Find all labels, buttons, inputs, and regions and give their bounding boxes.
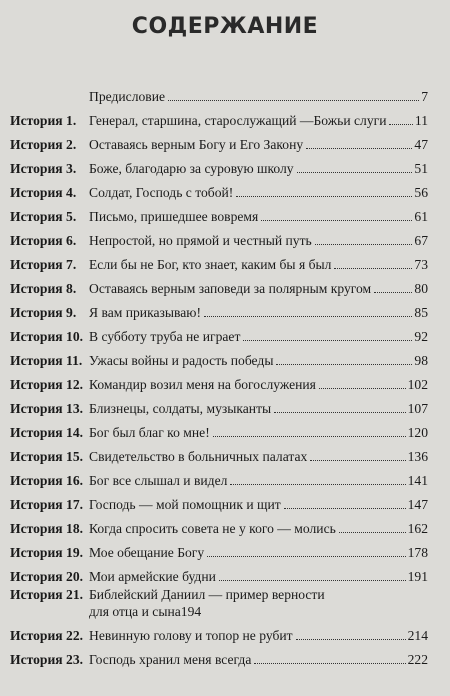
toc-entry	[89, 328, 428, 345]
entry-title-line2: для отца и сына	[89, 604, 181, 619]
page-number: 107	[407, 401, 428, 416]
story-number: История 9.	[10, 305, 77, 320]
dot-leader	[339, 532, 406, 533]
dot-leader	[213, 436, 406, 437]
page-number: 120	[407, 425, 428, 440]
dot-leader	[297, 172, 413, 173]
dot-leader	[236, 196, 412, 197]
entry-title: Если бы не Бог, кто знает, каким бы я был	[89, 257, 332, 272]
dot-leader	[219, 580, 406, 581]
story-number: История 22.	[10, 628, 84, 643]
entry-title: Ужасы войны и радость победы	[89, 353, 274, 368]
dot-leader	[374, 292, 412, 293]
entry-title: Командир возил меня на богослужения	[89, 377, 316, 392]
toc-entry	[89, 256, 428, 273]
story-number: История 16.	[10, 473, 84, 488]
dot-leader	[168, 100, 419, 101]
story-number: История 13.	[10, 401, 84, 416]
page-number: 141	[407, 473, 428, 488]
dot-leader	[254, 663, 405, 664]
dot-leader	[310, 460, 405, 461]
entry-title: Когда спросить совета не у кого — молись	[89, 521, 336, 536]
page-number: 98	[414, 353, 428, 368]
page-number: 162	[407, 521, 428, 536]
entry-title: Бог был благ ко мне!	[89, 425, 210, 440]
toc-entry	[89, 424, 428, 441]
page-number: 61	[414, 209, 428, 224]
dot-leader	[315, 244, 413, 245]
story-number: История 23.	[10, 652, 84, 667]
dot-leader	[243, 340, 412, 341]
entry-title: Я вам приказываю!	[89, 305, 201, 320]
page-number: 51	[414, 161, 428, 176]
toc-entry	[89, 304, 428, 321]
page-number: 136	[407, 449, 428, 464]
entry-title: Господь хранил меня всегда	[89, 652, 252, 667]
story-number: История 2.	[10, 137, 77, 152]
entry-title: Бог все слышал и видел	[89, 473, 228, 488]
page-number: 147	[407, 497, 428, 512]
page-number: 73	[414, 257, 428, 272]
page-number: 80	[414, 281, 428, 296]
toc-entry	[89, 352, 428, 369]
entry-title: Письмо, пришедшее вовремя	[89, 209, 259, 224]
toc-entry	[89, 448, 428, 465]
story-number: История 15.	[10, 449, 84, 464]
story-number: История 5.	[10, 209, 77, 224]
entry-title-line1: Библейский Даниил — пример верности	[89, 587, 325, 602]
entry-title: Предисловие	[89, 89, 166, 104]
entry-title: Оставаясь верным Богу и Его Закону	[89, 137, 304, 152]
entry-title: Близнецы, солдаты, музыканты	[89, 401, 272, 416]
dot-leader	[204, 316, 412, 317]
page-number: 92	[414, 329, 428, 344]
page-number: 191	[407, 569, 428, 584]
dot-leader	[207, 556, 405, 557]
page-number: 7	[421, 89, 428, 104]
entry-title: Мои армейские будни	[89, 569, 216, 584]
entry-title: Господь — мой помощник и щит	[89, 497, 281, 512]
story-number: История 18.	[10, 521, 84, 536]
dot-leader	[296, 639, 406, 640]
page-title: СОДЕРЖАНИЕ	[131, 14, 319, 39]
story-number: История 19.	[10, 545, 84, 560]
dot-leader	[334, 268, 412, 269]
story-number: История 4.	[10, 185, 77, 200]
story-number: История 1.	[10, 113, 77, 128]
toc-entry	[89, 586, 428, 620]
entry-title: Свидетельство в больничных палатах	[89, 449, 308, 464]
entry-title: Невинную голову и топор не рубит	[89, 628, 293, 643]
dot-leader	[274, 412, 405, 413]
toc-entry	[89, 280, 428, 297]
page-number: 67	[414, 233, 428, 248]
toc-entry	[89, 88, 428, 105]
dot-leader	[284, 508, 406, 509]
story-number: История 17.	[10, 497, 84, 512]
toc-entry	[89, 627, 428, 644]
story-number: История 8.	[10, 281, 77, 296]
toc-entry	[89, 136, 428, 153]
toc-entry	[89, 112, 428, 129]
toc-entry	[89, 544, 428, 561]
toc-entry	[89, 376, 428, 393]
toc-entry	[89, 651, 428, 668]
page-number: 85	[414, 305, 428, 320]
toc-entry	[89, 232, 428, 249]
story-number: История 11.	[10, 353, 83, 368]
entry-title: Солдат, Господь с тобой!	[89, 185, 234, 200]
toc-entry	[89, 184, 428, 201]
story-number: История 3.	[10, 161, 77, 176]
page-number: 178	[407, 545, 428, 560]
entry-title: Мое обещание Богу	[89, 545, 205, 560]
entry-title: Оставаясь верным заповеди за полярным кругом	[89, 281, 372, 296]
entry-title: Генерал, старшина, старослужащий —Божьи слуги	[89, 113, 387, 128]
toc-entry	[89, 160, 428, 177]
dot-leader	[230, 484, 405, 485]
page-number: 56	[414, 185, 428, 200]
toc-entry	[89, 472, 428, 489]
story-number: История 20.	[10, 569, 84, 584]
entry-title-line2-wrap	[89, 603, 428, 620]
dot-leader	[261, 220, 412, 221]
entry-title: В субботу труба не играет	[89, 329, 241, 344]
story-number: История 14.	[10, 425, 84, 440]
toc-entry	[89, 496, 428, 513]
entry-title: Непростой, но прямой и честный путь	[89, 233, 312, 248]
story-number: История 12.	[10, 377, 84, 392]
page-number: 47	[414, 137, 428, 152]
dot-leader	[306, 148, 412, 149]
page-number: 102	[407, 377, 428, 392]
toc-entry	[89, 400, 428, 417]
story-number: История 21.	[10, 587, 84, 602]
page-number: 11	[414, 113, 428, 128]
dot-leader	[319, 388, 406, 389]
story-number: История 10.	[10, 329, 84, 344]
toc-entry	[89, 568, 428, 585]
toc-entry	[89, 208, 428, 225]
story-number: История 6.	[10, 233, 77, 248]
toc-entry	[89, 520, 428, 537]
story-number: История 7.	[10, 257, 77, 272]
dot-leader	[276, 364, 412, 365]
page-number: 194	[180, 604, 202, 619]
dot-leader	[389, 124, 412, 125]
page-number: 222	[407, 652, 428, 667]
page-number: 214	[407, 628, 428, 643]
entry-title: Боже, благодарю за суровую школу	[89, 161, 294, 176]
